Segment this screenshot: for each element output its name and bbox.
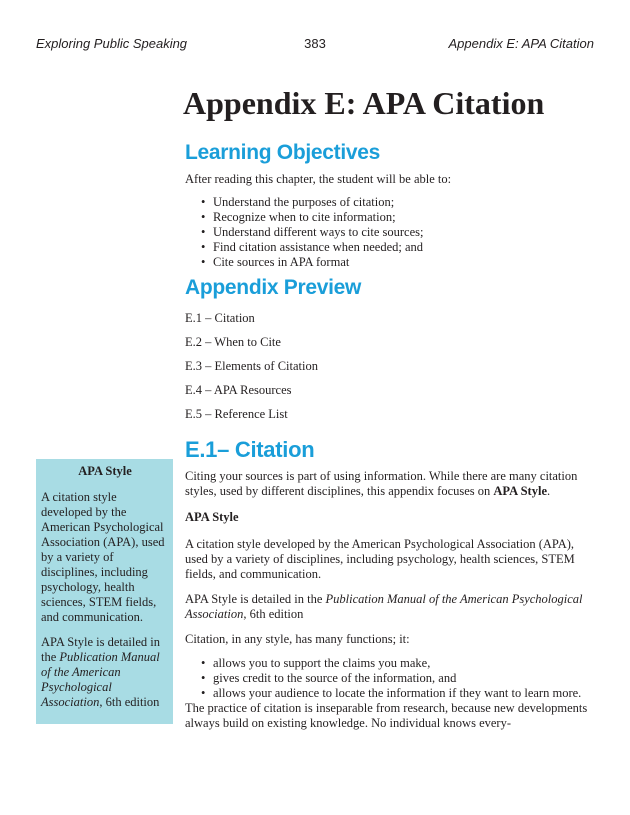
page-header (36, 36, 594, 54)
section-e1-heading: E.1– Citation (185, 437, 315, 462)
preview-item: E.4 – APA Resources (185, 383, 292, 397)
page-number: 383 (304, 36, 326, 51)
citation-functions-intro: Citation, in any style, has many functions; it: (185, 632, 410, 646)
apa-style-definition: A citation style developed by the American Psychological Association (APA), used by a variety of disciplines, including psychology, health sciences, STEM fields, and communication. (185, 537, 575, 581)
list-item: • Understand the purposes of citation; (201, 195, 595, 210)
objectives-intro: After reading this chapter, the student will be able to: (185, 172, 452, 186)
main-content (185, 140, 595, 731)
list-item: • Cite sources in APA format (201, 255, 595, 270)
list-item: • Understand different ways to cite sources; (201, 225, 595, 240)
list-item: • gives credit to the source of the information, and (201, 671, 595, 686)
preview-item: E.2 – When to Cite (185, 335, 281, 349)
list-item: • Recognize when to cite information; (201, 210, 595, 225)
section-e1-paragraph: Citing your sources is part of using information. While there are many citation styles, used by different disciplines, this appendix focuses on APA Style. (185, 469, 578, 498)
learning-objectives-heading: Learning Objectives (185, 141, 381, 164)
citation-functions-list (185, 656, 595, 701)
preview-item: E.1 – Citation (185, 311, 255, 325)
list-item: • allows your audience to locate the information if they want to learn more. (201, 686, 595, 701)
page-title: Appendix E: APA Citation (183, 85, 545, 121)
preview-item: E.3 – Elements of Citation (185, 359, 318, 373)
chapter-title: Appendix E: APA Citation (448, 36, 594, 51)
list-item: • Find citation assistance when needed; and (201, 240, 595, 255)
sidebar-definition: A citation style developed by the American Psychological Association (APA), used by a variety of disciplines, including psychology, health sciences, STEM fields, and communication. (41, 490, 165, 624)
research-paragraph: The practice of citation is inseparable from research, because new developments always build on existing knowledge. No individual knows every- (185, 701, 588, 730)
preview-list (185, 311, 595, 431)
list-item: • allows you to support the claims you make, (201, 656, 595, 671)
book-title: Exploring Public Speaking (36, 36, 188, 51)
sidebar-manual-note: APA Style is detailed in the Publication Manual of the American Psychological Association, 6th edition (41, 635, 160, 709)
objectives-list (185, 195, 595, 270)
apa-manual-paragraph: APA Style is detailed in the Publication Manual of the American Psychological Association, 6th edition (185, 592, 583, 621)
appendix-preview-heading: Appendix Preview (185, 276, 362, 299)
apa-style-subheading: APA Style (185, 510, 239, 524)
apa-style-sidebar (36, 459, 173, 724)
sidebar-title: APA Style (78, 464, 132, 478)
preview-item: E.5 – Reference List (185, 407, 288, 421)
